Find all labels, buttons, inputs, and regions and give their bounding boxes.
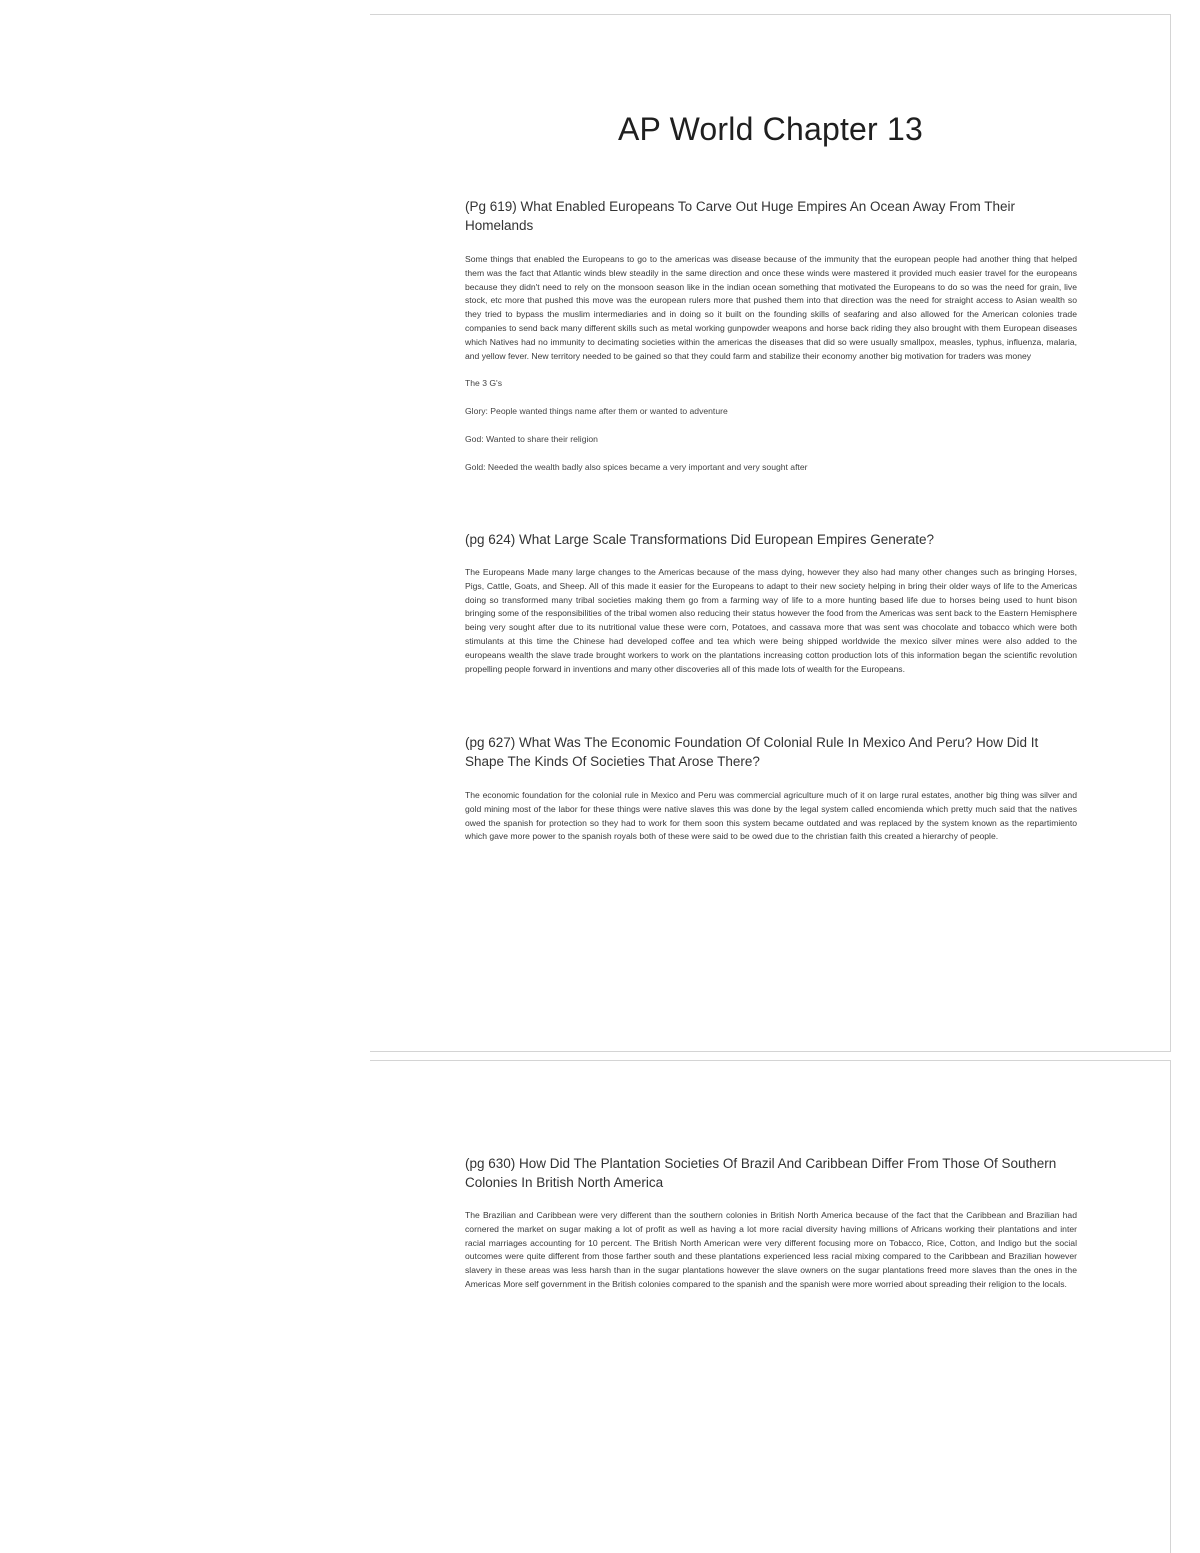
section-heading: (pg 630) How Did The Plantation Societies Of Brazil And Caribbean Differ From Those Of Southern Colonies In British North America xyxy=(465,1156,1057,1190)
document-title: AP World Chapter 13 xyxy=(617,111,923,147)
section-3 xyxy=(465,733,1077,844)
section-body: The economic foundation for the colonial rule in Mexico and Peru was commercial agriculture much of it on large rural estates, another big thing was silver and gold mining most of the labor for these things were native slaves this was done by the legal system called encomienda which pretty much said that the natives owed the spanish for protection so they had to work for them soon this system became outdated and was replaced by the system known as the repartimiento which gave more power to the spanish royals both of these were said to be owed due to the christian faith this created a hierarchy of people. xyxy=(465,790,1077,842)
three-gs-label: The 3 G's xyxy=(465,378,502,389)
section-body: Some things that enabled the Europeans to go to the americas was disease because of the immunity that the european people had another thing that helped them was the fact that Atlantic winds blew steadily in the same direction and once these winds were mastered it provided much easier travel for the europeans because they didn't need to rely on the monsoon season like in the indian ocean something that motivated the Europeans to do so was the need for grain, live stock, etc more that pushed this move was the european rulers more that pushed them into that direction was the need for straight access to Asian wealth so they tried to bypass the muslim intermediaries and in doing so it built on the founding skills of seafaring and also allowed for the American colonies trade companies to send back many different skills such as metal working gunpowder weapons and horse back riding they also brought with them European diseases which Natives had no immunity to decimating societies within the americas the diseases that did so were usually smallpox, measles, typhus, influenza, malaria, and yellow fever. New territory needed to be gained so that they could farm and stabilize their economy another big motivation for traders was money xyxy=(465,254,1077,361)
section-4 xyxy=(465,1154,1077,1292)
document-page-2 xyxy=(370,1060,1171,1553)
section-2 xyxy=(465,530,1077,676)
section-heading: (pg 627) What Was The Economic Foundation Of Colonial Rule In Mexico And Peru? How Did It Shape The Kinds Of Societies That Arose There? xyxy=(465,735,1039,769)
glory-line: Glory: People wanted things name after them or wanted to adventure xyxy=(465,406,728,417)
document-page-1 xyxy=(370,14,1171,1052)
section-heading: (Pg 619) What Enabled Europeans To Carve Out Huge Empires An Ocean Away From Their Homelands xyxy=(465,199,1016,233)
section-body: The Europeans Made many large changes to the Americas because of the mass dying, however they also had many other changes such as bringing Horses, Pigs, Cattle, Goats, and Sheep. All of this made it easier for the Europeans to adapt to their new society helping in bring their older ways of life to the Americas doing so transformed many tribal societies making them go from a farming way of life to a more hunting based life due to horses being used to hunt bison bringing some of the responsibilities of the tribal women also reducing their status however the food from the Americas was sent back to the Eastern Hemisphere being very sought after due to its nutritional value these were corn, Potatoes, and cassava more that was sent was chocolate and tobacco which were both stimulants at this time the Chinese had developed coffee and tea which were being shipped worldwide the mexico silver mines were also added to the europeans wealth the slave trade brought workers to work on the plantations increasing cotton production lots of this information began the scientific revolution propelling people forward in inventions and many other discoveries all of this made lots of wealth for the Europeans. xyxy=(465,567,1077,674)
gold-line: Gold: Needed the wealth badly also spices became a very important and very sought after xyxy=(465,462,808,473)
section-heading: (pg 624) What Large Scale Transformations Did European Empires Generate? xyxy=(465,532,934,547)
section-body: The Brazilian and Caribbean were very different than the southern colonies in British North America because of the fact that the Caribbean and Brazilian had cornered the market on sugar making a lot of profit as well as having a lot more racial diversity having millions of Africans working their plantations and inter racial marriages accounting for 10 percent. The British North American were very different focusing more on Tobacco, Rice, Cotton, and Indigo but the social outcomes were quite different from those farther south and these plantations experienced less racial mixing compared to the Caribbean and Brazilian however slavery in these areas was less harsh than in the sugar plantations however the slave owners on the sugar plantations freed more slaves than the ones in the Americas More self government in the British colonies compared to the spanish and the spanish were more worried about spreading their religion to the locals. xyxy=(465,1210,1077,1289)
god-line: God: Wanted to share their religion xyxy=(465,434,598,445)
section-1 xyxy=(465,197,1077,473)
